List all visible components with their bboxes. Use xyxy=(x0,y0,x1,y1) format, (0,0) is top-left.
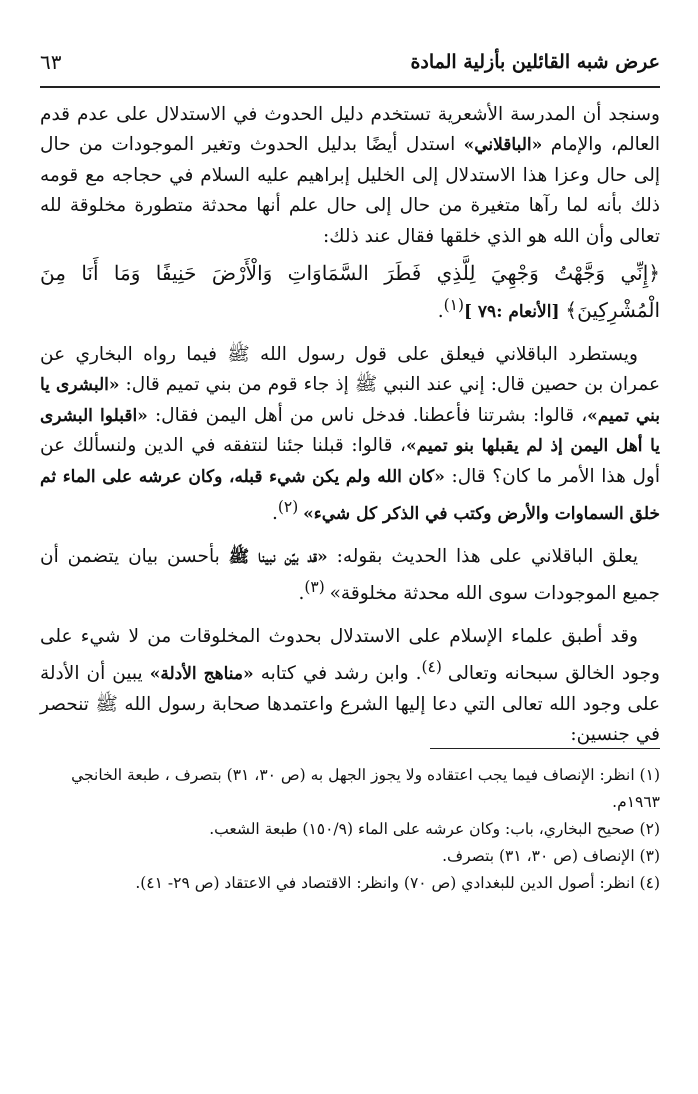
text-run: استدل أيضًا بدليل الحدوث وتغير الموجودات من حال إلى حال وعزا هذا الاستدلال إلى الخليل إبراهيم عليه السلام في حجاجه مع قومه ذلك بأنه لما رآها متغيرة من حال إلى حال علم أنها محدثة متطورة مخلوقة لله تعالى وأن الله هو الذي خلقها فقال عند ذلك: xyxy=(40,134,660,247)
text-run: وسنجد أن المدرسة الأشعرية تستخدم دليل الحدوث في الاستدلال على عدم قدم العالم، والإمام xyxy=(40,104,660,156)
footnote-marker: (١) xyxy=(443,296,464,315)
paragraph-3 xyxy=(40,542,660,610)
footnote-divider xyxy=(430,748,660,749)
text-run: . xyxy=(298,583,305,605)
bold-quote: «قد بيّن نبينا ﷺ xyxy=(228,546,328,567)
running-title: عرض شبه القائلين بأزلية المادة xyxy=(410,51,660,73)
page-number: ٦٣ xyxy=(40,50,62,74)
verse-reference: [الأنعام :٧٩ ] xyxy=(463,302,566,323)
text-run: وقد أطبق علماء الإسلام على الاستدلال بحدوث المخلوقات من لا شيء على وجود الخالق سبحانه وتعالى xyxy=(40,625,660,685)
text-run: . xyxy=(437,301,444,323)
bold-quote: «البشرى يا بني تميم» xyxy=(40,375,661,426)
footnote-2: (٢) صحيح البخاري، باب: وكان عرشه على الماء (١٥٠/٩) طبعة الشعب. xyxy=(209,820,660,838)
footnote-1: (١) انظر: الإنصاف فيما يجب اعتقاده ولا يجوز الجهل به (ص ٣٠، ٣١) بتصرف ، طبعة الخانجي ١٩٦٣م. xyxy=(71,766,660,811)
bold-quote: «مناهج الأدلة» xyxy=(149,664,254,685)
main-text xyxy=(40,100,660,750)
text-run: ، قالوا: بشرتنا فأعطنا. فدخل ناس من أهل اليمن فقال: xyxy=(147,404,588,426)
text-run: . xyxy=(272,503,278,525)
footnote-marker: (٤) xyxy=(421,657,448,676)
footnote-marker: (٣) xyxy=(304,578,330,596)
text-run: ويستطرد الباقلاني فيعلق على قول رسول الله ﷺ فيما رواه البخاري عن عمران بن حصين قال: إني عند النبي ﷺ إذ جاء قوم من بني تميم قال: xyxy=(40,344,660,396)
paragraph-2 xyxy=(40,340,660,530)
text-run: ، قالوا: قبلنا جئنا لنتفقه في الدين ولنسألك عن أول هذا الأمر ما كان؟ قال: xyxy=(40,435,660,487)
footnote-marker: (٢) xyxy=(277,498,304,517)
header-divider xyxy=(40,86,660,88)
paragraph-4 xyxy=(40,622,660,751)
verse-text: ﴿إِنِّي وَجَّهْتُ وَجْهِيَ لِلَّذِي فَطَرَ السَّمَاوَاتِ وَالْأَرْضَ حَنِيفًا وَمَا أَنَا مِنَ الْمُشْرِكِينَ﴾ xyxy=(40,261,660,323)
bold-quote: «كان الله ولم يكن شيء قبله، وكان عرشه على الماء ثم خلق السماوات والأرض وكتب في الذكر كل شيء» xyxy=(40,466,660,525)
text-run: . وابن رشد في كتابه xyxy=(253,663,422,685)
bold-quote: «الباقلاني» xyxy=(463,135,543,156)
footnote-3: (٣) الإنصاف (ص ٣٠، ٣١) بتصرف. xyxy=(442,847,660,865)
footnote-4: (٤) انظر: أصول الدين للبغدادي (ص ٧٠) وانظر: الاقتصاد في الاعتقاد (ص ٢٩- ٤١). xyxy=(135,874,660,892)
text-run: بأحسن بيان يتضمن أن جميع الموجودات سوى الله محدثة مخلوقة» xyxy=(40,545,660,605)
quran-verse xyxy=(40,258,660,328)
footnotes xyxy=(40,762,660,897)
paragraph-1 xyxy=(40,100,660,252)
text-run: يعلق الباقلاني على هذا الحديث بقوله: xyxy=(327,545,638,567)
page-header xyxy=(40,40,660,84)
text-run: يبين أن الأدلة على وجود الله تعالى التي دعا إليها الشرع واعتمدها صحابة رسول الله ﷺ تنحصر في جنسين: xyxy=(40,663,660,745)
bold-quote: «اقبلوا البشرى يا أهل اليمن إذ لم يقبلها بنو تميم» xyxy=(40,405,660,457)
